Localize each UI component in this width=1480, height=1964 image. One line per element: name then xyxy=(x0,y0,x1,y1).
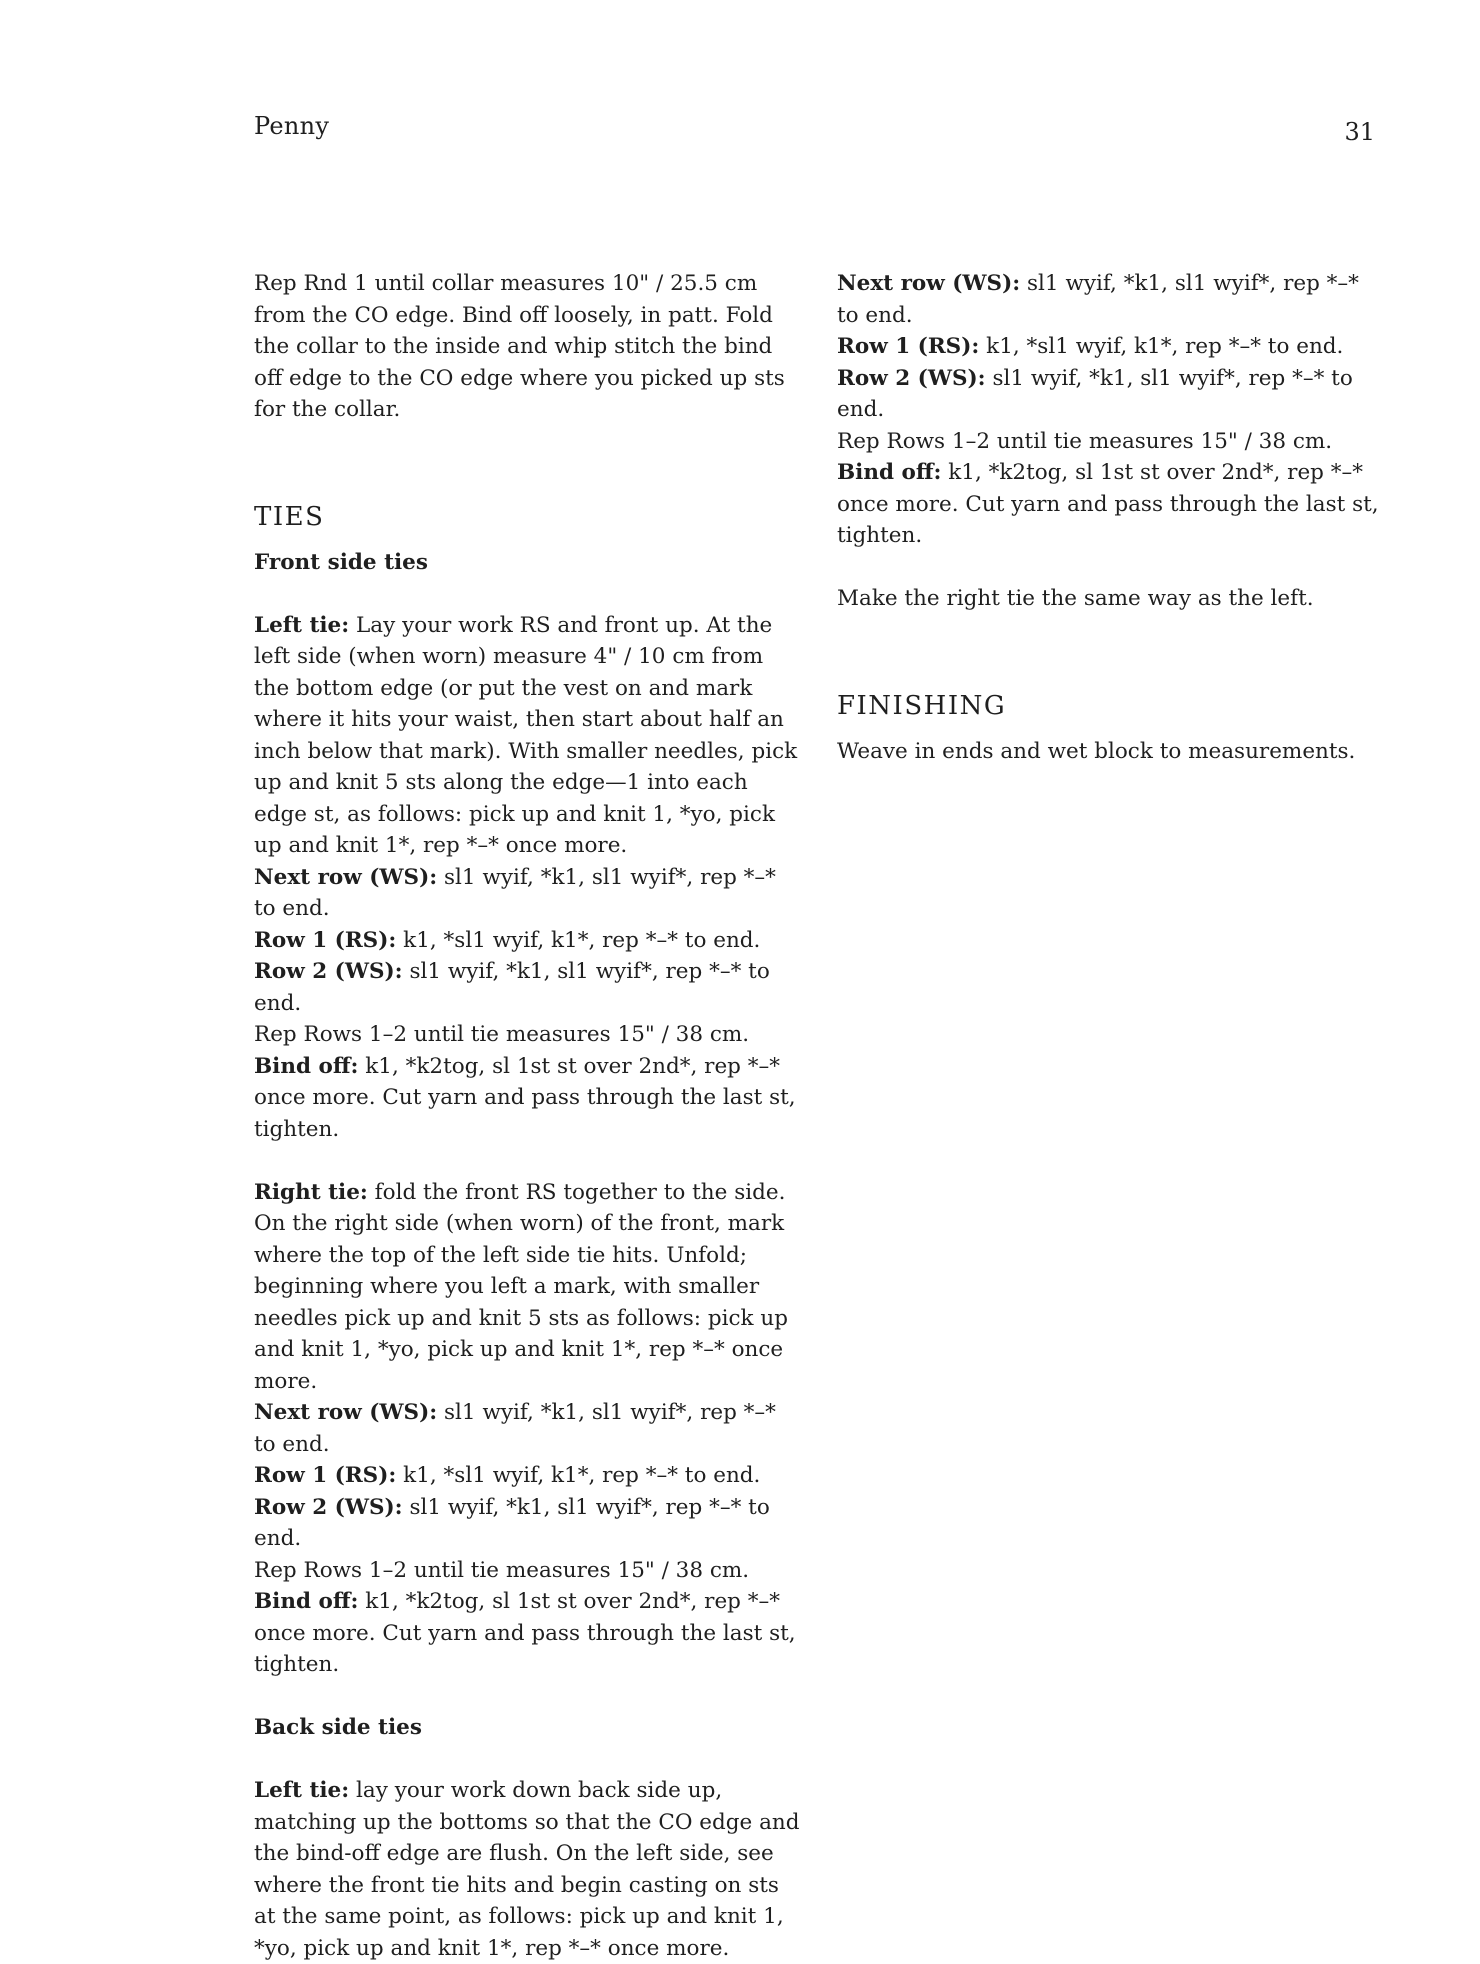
back-left-bind-off xyxy=(837,457,1385,552)
row-1-text: k1, *sl1 wyif, k1*, rep *–* to end. xyxy=(979,334,1344,359)
back-left-repeat: Rep Rows 1–2 until tie measures 15" / 38 cm. xyxy=(837,428,1333,454)
running-head: Penny xyxy=(254,112,330,140)
bind-off-text: k1, *k2tog, sl 1st st over 2nd*, rep *–* once more. Cut yarn and pass through the last st, tighten. xyxy=(837,460,1379,548)
front-left-row-2 xyxy=(254,956,802,1019)
front-right-tie-paragraph xyxy=(254,1177,802,1398)
front-left-row-1 xyxy=(254,925,802,957)
bind-off-label: Bind off: xyxy=(254,1053,359,1079)
collar-paragraph: Rep Rnd 1 until collar measures 10" / 25.5 cm from the CO edge. Bind off loosely, in patt. Fold the collar to the inside and whip stitch the bind off edge to the CO edge where you picked up sts for the collar. xyxy=(254,271,785,422)
front-right-next-row xyxy=(254,1397,802,1460)
row-1-label: Row 1 (RS): xyxy=(254,1463,397,1488)
bind-off-label: Bind off: xyxy=(254,1589,359,1614)
bind-off-text: k1, *k2tog, sl 1st st over 2nd*, rep *–* once more. Cut yarn and pass through the last st, tighten. xyxy=(254,1589,796,1677)
front-right-row-1 xyxy=(254,1460,802,1492)
front-left-tie-label: Left tie: xyxy=(254,612,350,638)
next-row-label: Next row (WS): xyxy=(254,864,438,890)
next-row-label: Next row (WS): xyxy=(837,271,1021,296)
back-left-row-2 xyxy=(837,363,1385,426)
row-1-text: k1, *sl1 wyif, k1*, rep *–* to end. xyxy=(396,1463,761,1488)
row-2-text: sl1 wyif, *k1, sl1 wyif*, rep *–* to end. xyxy=(837,365,1353,422)
front-right-row-2 xyxy=(254,1492,802,1555)
front-right-tie-text: fold the front RS together to the side. On the right side (when worn) of the front, mark where the top of the left side tie hits. Unfold; beginning where you left a mark, with smaller needles pick up and knit 5 sts as follows: pick up and knit 1, *yo, pick up and knit 1*, rep *–* once more. xyxy=(254,1179,789,1394)
next-row-text: sl1 wyif, *k1, sl1 wyif*, rep *–* to end. xyxy=(837,271,1359,328)
front-left-next-row xyxy=(254,862,802,925)
back-left-tie-text: lay your work down back side up, matching up the bottoms so that the CO edge and the bind-off edge are flush. On the left side, see where the front tie hits and begin casting on sts at the same point, as follows: pick up and knit 1, *yo, pick up and knit 1*, rep *–* once more. xyxy=(254,1778,800,1961)
row-2-label: Row 2 (WS): xyxy=(254,959,403,984)
back-left-next-row xyxy=(837,268,1385,331)
next-row-text: sl1 wyif, *k1, sl1 wyif*, rep *–* to end. xyxy=(254,1400,776,1457)
left-column xyxy=(254,268,802,1964)
row-1-label: Row 1 (RS): xyxy=(254,927,397,953)
row-2-label: Row 2 (WS): xyxy=(837,365,986,391)
next-row-text: sl1 wyif, *k1, sl1 wyif*, rep *–* to end. xyxy=(254,864,776,921)
front-left-repeat: Rep Rows 1–2 until tie measures 15" / 38 cm. xyxy=(254,1022,750,1047)
bind-off-text: k1, *k2tog, sl 1st st over 2nd*, rep *–* once more. Cut yarn and pass through the last st, tighten. xyxy=(254,1053,796,1142)
back-left-tie-paragraph xyxy=(254,1775,802,1964)
page-number: 31 xyxy=(1344,118,1375,146)
row-2-label: Row 2 (WS): xyxy=(254,1494,403,1520)
front-right-repeat: Rep Rows 1–2 until tie measures 15" / 38 cm. xyxy=(254,1557,750,1583)
bind-off-label: Bind off: xyxy=(837,460,942,485)
ties-heading: TIES xyxy=(254,501,325,532)
front-left-tie-paragraph xyxy=(254,610,802,862)
back-left-tie-label: Left tie: xyxy=(254,1778,350,1803)
front-left-bind-off xyxy=(254,1051,802,1146)
back-left-row-1 xyxy=(837,331,1385,363)
row-1-label: Row 1 (RS): xyxy=(837,334,980,359)
front-right-bind-off xyxy=(254,1586,802,1681)
next-row-label: Next row (WS): xyxy=(254,1400,438,1425)
front-side-ties-heading: Front side ties xyxy=(254,549,428,575)
finishing-heading: FINISHING xyxy=(837,690,1007,721)
right-column xyxy=(837,268,1385,767)
front-left-tie-text: Lay your work RS and front up. At the left side (when worn) measure 4" / 10 cm from the bottom edge (or put the vest on and mark where it hits your waist, then start about half an inch below that mark). With smaller needles, pick up and knit 5 sts along the edge—1 into each edge st, as follows: pick up and knit 1, *yo, pick up and knit 1*, rep *–* once more. xyxy=(254,612,798,858)
front-right-tie-label: Right tie: xyxy=(254,1179,368,1205)
back-side-ties-heading: Back side ties xyxy=(254,1715,422,1740)
right-tie-note: Make the right tie the same way as the left. xyxy=(837,586,1314,611)
row-2-text: sl1 wyif, *k1, sl1 wyif*, rep *–* to end. xyxy=(254,959,770,1016)
finishing-paragraph: Weave in ends and wet block to measurements. xyxy=(837,738,1356,764)
row-2-text: sl1 wyif, *k1, sl1 wyif*, rep *–* to end. xyxy=(254,1494,770,1551)
row-1-text: k1, *sl1 wyif, k1*, rep *–* to end. xyxy=(396,927,761,953)
